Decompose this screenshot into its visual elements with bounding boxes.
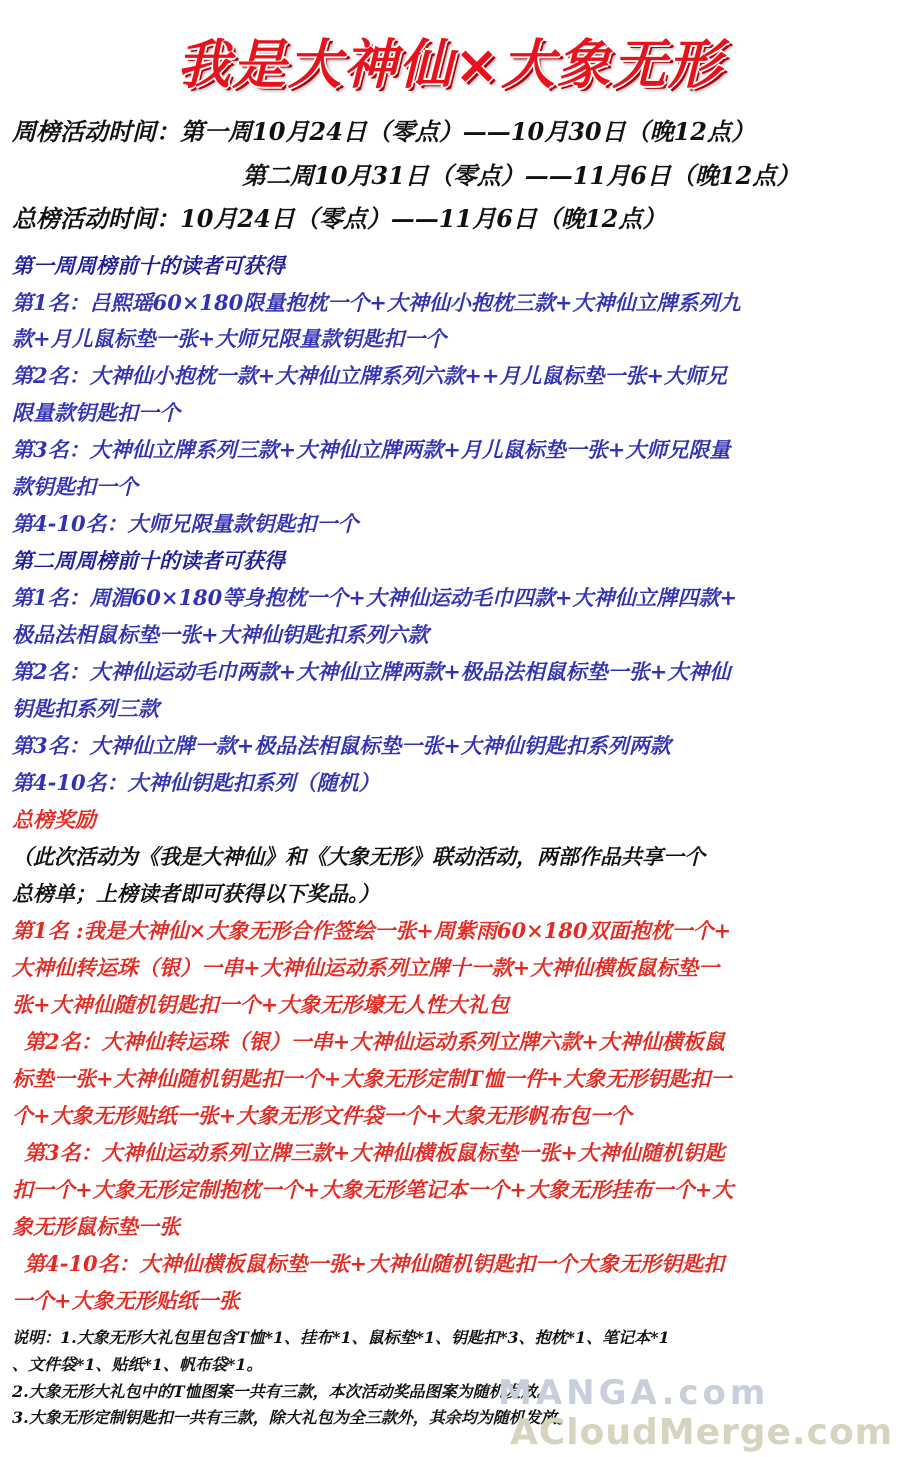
total-line: 第2名：大神仙转运珠（银）一串+大神仙运动系列立牌六款+大神仙横板鼠 xyxy=(24,1029,725,1054)
week-schedule-line-2: 第二周10月31日（零点）——11月6日（晚12点） xyxy=(242,161,801,190)
total-line: 大神仙转运珠（银）一串+大神仙运动系列立牌十一款+大神仙横板鼠标垫一 xyxy=(12,955,720,980)
week1-line: 第2名：大神仙小抱枕一款+大神仙立牌系列六款++月儿鼠标垫一张+大师兄 xyxy=(12,363,727,388)
watermark-manga: MANGA.com xyxy=(498,1373,770,1413)
week2-line: 第1名：周湄60×180等身抱枕一个+大神仙运动毛巾四款+大神仙立牌四款+ xyxy=(12,585,738,610)
note-line: 2.大象无形大礼包中的T恤图案一共有三款，本次活动奖品图案为随机发放。 xyxy=(12,1382,553,1401)
note-line: 、文件袋*1、贴纸*1、帆布袋*1。 xyxy=(12,1355,263,1374)
week2-heading: 第二周周榜前十的读者可获得 xyxy=(12,548,285,573)
total-line: 标垫一张+大神仙随机钥匙扣一个+大象无形定制T恤一件+大象无形钥匙扣一 xyxy=(12,1066,732,1091)
week1-line: 第3名：大神仙立牌系列三款+大神仙立牌两款+月儿鼠标垫一张+大师兄限量 xyxy=(12,437,731,462)
week1-line: 第4-10名：大师兄限量款钥匙扣一个 xyxy=(12,511,359,536)
week2-line: 极品法相鼠标垫一张+大神仙钥匙扣系列六款 xyxy=(12,622,429,647)
total-line: 象无形鼠标垫一张 xyxy=(12,1214,180,1239)
total-line: 扣一个+大象无形定制抱枕一个+大象无形笔记本一个+大象无形挂布一个+大 xyxy=(12,1177,734,1202)
week1-heading: 第一周周榜前十的读者可获得 xyxy=(12,253,285,278)
note-line: 3.大象无形定制钥匙扣一共有三款，除大礼包为全三款外，其余均为随机发放。 xyxy=(12,1408,573,1427)
week1-line: 款钥匙扣一个 xyxy=(12,474,138,499)
week1-line: 第1名：吕熙瑶60×180限量抱枕一个+大神仙小抱枕三款+大神仙立牌系列九 xyxy=(12,290,741,315)
week2-line: 钥匙扣系列三款 xyxy=(12,696,159,721)
week1-line: 限量款钥匙扣一个 xyxy=(12,400,180,425)
week2-line: 第3名：大神仙立牌一款+极品法相鼠标垫一张+大神仙钥匙扣系列两款 xyxy=(12,733,671,758)
total-schedule-line: 总榜活动时间：10月24日（零点）——11月6日（晚12点） xyxy=(12,204,667,233)
total-line: 第3名：大神仙运动系列立牌三款+大神仙横板鼠标垫一张+大神仙随机钥匙 xyxy=(24,1140,725,1165)
week1-line: 款+月儿鼠标垫一张+大师兄限量款钥匙扣一个 xyxy=(12,326,447,351)
total-line: 一个+大象无形贴纸一张 xyxy=(12,1288,240,1313)
total-line: 第1名 :我是大神仙×大象无形合作签绘一张+周紫雨60×180双面抱枕一个+ xyxy=(12,918,732,943)
week2-line: 第4-10名：大神仙钥匙扣系列（随机） xyxy=(12,770,380,795)
total-line: 个+大象无形贴纸一张+大象无形文件袋一个+大象无形帆布包一个 xyxy=(12,1103,632,1128)
week-schedule-line-1: 周榜活动时间：第一周10月24日（零点）——10月30日（晚12点） xyxy=(12,117,755,146)
note-line: 说明：1.大象无形大礼包里包含T恤*1、挂布*1、鼠标垫*1、钥匙扣*3、抱枕*1、笔记本*1 xyxy=(12,1328,670,1347)
total-line: 第4-10名：大神仙横板鼠标垫一张+大神仙随机钥匙扣一个大象无形钥匙扣 xyxy=(24,1251,725,1276)
total-intro-line: 总榜单；上榜读者即可获得以下奖品。） xyxy=(12,881,380,906)
total-intro-line: （此次活动为《我是大神仙》和《大象无形》联动活动，两部作品共享一个 xyxy=(12,844,705,869)
page-title: 我是大神仙×大象无形 xyxy=(176,33,724,96)
total-heading: 总榜奖励 xyxy=(12,807,96,832)
week2-line: 第2名：大神仙运动毛巾两款+大神仙立牌两款+极品法相鼠标垫一张+大神仙 xyxy=(12,659,731,684)
total-line: 张+大神仙随机钥匙扣一个+大象无形壕无人性大礼包 xyxy=(12,992,510,1017)
watermark-acloudmerge: ACloudMerge.com xyxy=(510,1412,894,1453)
